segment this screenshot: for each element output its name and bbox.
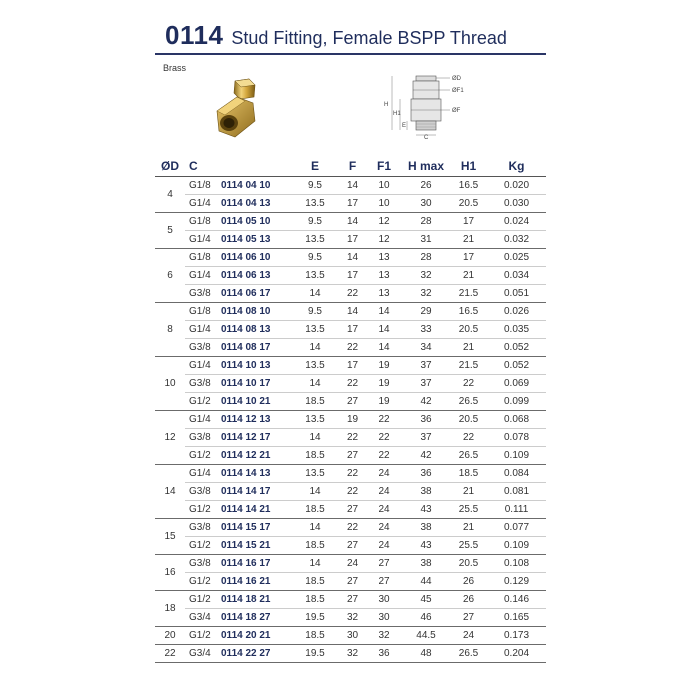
label-od: ØD — [452, 76, 461, 82]
hmax-cell: 30 — [402, 195, 450, 213]
table-row — [155, 519, 546, 537]
f-cell: 14 — [339, 213, 366, 231]
part-cell: 0114 08 13 — [221, 321, 291, 339]
e-cell: 9.5 — [291, 177, 339, 195]
product-title: Stud Fitting, Female BSPP Thread — [231, 28, 507, 48]
col-od-header: ØD — [155, 156, 185, 177]
e-cell: 18.5 — [291, 627, 339, 645]
c-cell: G1/2 — [185, 627, 221, 645]
od-cell: 10 — [155, 357, 185, 411]
part-cell: 0114 06 17 — [221, 285, 291, 303]
table-row — [155, 555, 546, 573]
f-cell: 19 — [339, 411, 366, 429]
hmax-cell: 28 — [402, 249, 450, 267]
f-cell: 27 — [339, 573, 366, 591]
h1-cell: 26.5 — [450, 645, 487, 663]
material-label: Brass — [163, 63, 187, 73]
od-cell: 5 — [155, 213, 185, 249]
table-row — [155, 609, 546, 627]
f-cell: 14 — [339, 303, 366, 321]
h1-cell: 20.5 — [450, 555, 487, 573]
h1-cell: 26 — [450, 591, 487, 609]
kg-cell: 0.024 — [487, 213, 546, 231]
table-row — [155, 357, 546, 375]
c-cell: G1/4 — [185, 465, 221, 483]
c-cell: G1/2 — [185, 591, 221, 609]
e-cell: 14 — [291, 483, 339, 501]
hmax-cell: 29 — [402, 303, 450, 321]
f1-cell: 13 — [366, 285, 402, 303]
f1-cell: 24 — [366, 519, 402, 537]
table-row — [155, 627, 546, 645]
f-cell: 27 — [339, 537, 366, 555]
kg-cell: 0.052 — [487, 357, 546, 375]
kg-cell: 0.165 — [487, 609, 546, 627]
f1-cell: 12 — [366, 231, 402, 249]
c-cell: G3/8 — [185, 483, 221, 501]
table-row — [155, 195, 546, 213]
kg-cell: 0.032 — [487, 231, 546, 249]
f1-cell: 19 — [366, 357, 402, 375]
e-cell: 18.5 — [291, 537, 339, 555]
part-cell: 0114 16 17 — [221, 555, 291, 573]
hmax-cell: 38 — [402, 519, 450, 537]
c-cell: G1/2 — [185, 501, 221, 519]
kg-cell: 0.109 — [487, 447, 546, 465]
f1-cell: 10 — [366, 195, 402, 213]
c-cell: G1/2 — [185, 447, 221, 465]
h1-cell: 17 — [450, 213, 487, 231]
part-cell: 0114 08 10 — [221, 303, 291, 321]
col-c-header: C — [185, 156, 221, 177]
c-cell: G3/8 — [185, 555, 221, 573]
c-cell: G3/8 — [185, 519, 221, 537]
f-cell: 22 — [339, 519, 366, 537]
e-cell: 9.5 — [291, 303, 339, 321]
e-cell: 13.5 — [291, 195, 339, 213]
h1-cell: 22 — [450, 375, 487, 393]
table-row — [155, 285, 546, 303]
od-cell: 15 — [155, 519, 185, 555]
table-row — [155, 483, 546, 501]
h1-cell: 21.5 — [450, 285, 487, 303]
f-cell: 14 — [339, 177, 366, 195]
col-kg-header: Kg — [487, 156, 546, 177]
kg-cell: 0.069 — [487, 375, 546, 393]
h1-cell: 27 — [450, 609, 487, 627]
table-row — [155, 375, 546, 393]
part-cell: 0114 06 13 — [221, 267, 291, 285]
kg-cell: 0.026 — [487, 303, 546, 321]
h1-cell: 21 — [450, 267, 487, 285]
f1-cell: 24 — [366, 501, 402, 519]
hmax-cell: 44 — [402, 573, 450, 591]
f1-cell: 36 — [366, 645, 402, 663]
c-cell: G1/4 — [185, 357, 221, 375]
f1-cell: 13 — [366, 249, 402, 267]
hmax-cell: 44.5 — [402, 627, 450, 645]
dimension-diagram — [380, 70, 490, 140]
hmax-cell: 38 — [402, 555, 450, 573]
od-cell: 18 — [155, 591, 185, 627]
e-cell: 18.5 — [291, 573, 339, 591]
f1-cell: 30 — [366, 609, 402, 627]
part-cell: 0114 12 13 — [221, 411, 291, 429]
label-f1: ØF1 — [452, 88, 464, 94]
e-cell: 14 — [291, 429, 339, 447]
table-row — [155, 393, 546, 411]
table-row — [155, 537, 546, 555]
c-cell: G1/4 — [185, 411, 221, 429]
table-row — [155, 267, 546, 285]
h1-cell: 20.5 — [450, 195, 487, 213]
part-cell: 0114 10 13 — [221, 357, 291, 375]
c-cell: G3/8 — [185, 285, 221, 303]
hmax-cell: 45 — [402, 591, 450, 609]
table-row — [155, 645, 546, 663]
col-f-header: F — [339, 156, 366, 177]
part-cell: 0114 12 17 — [221, 429, 291, 447]
f-cell: 32 — [339, 645, 366, 663]
label-h1: H1 — [393, 111, 401, 117]
f-cell: 14 — [339, 249, 366, 267]
h1-cell: 16.5 — [450, 303, 487, 321]
f-cell: 30 — [339, 627, 366, 645]
part-cell: 0114 16 21 — [221, 573, 291, 591]
f1-cell: 14 — [366, 339, 402, 357]
f1-cell: 13 — [366, 267, 402, 285]
e-cell: 19.5 — [291, 645, 339, 663]
h1-cell: 17 — [450, 249, 487, 267]
col-part-header — [221, 156, 291, 177]
fitting-photo — [205, 75, 280, 150]
part-cell: 0114 05 13 — [221, 231, 291, 249]
e-cell: 13.5 — [291, 231, 339, 249]
page-title — [165, 20, 507, 50]
f-cell: 22 — [339, 375, 366, 393]
hmax-cell: 37 — [402, 429, 450, 447]
h1-cell: 26.5 — [450, 447, 487, 465]
c-cell: G1/4 — [185, 195, 221, 213]
table-header — [155, 156, 546, 177]
e-cell: 13.5 — [291, 267, 339, 285]
hmax-cell: 42 — [402, 447, 450, 465]
kg-cell: 0.035 — [487, 321, 546, 339]
label-c: C — [424, 135, 429, 140]
od-cell: 14 — [155, 465, 185, 519]
f1-cell: 30 — [366, 591, 402, 609]
hmax-cell: 36 — [402, 465, 450, 483]
c-cell: G1/4 — [185, 267, 221, 285]
part-cell: 0114 04 10 — [221, 177, 291, 195]
od-cell: 22 — [155, 645, 185, 663]
f-cell: 27 — [339, 591, 366, 609]
f1-cell: 32 — [366, 627, 402, 645]
kg-cell: 0.051 — [487, 285, 546, 303]
c-cell: G3/8 — [185, 429, 221, 447]
hmax-cell: 43 — [402, 501, 450, 519]
part-cell: 0114 15 21 — [221, 537, 291, 555]
part-cell: 0114 06 10 — [221, 249, 291, 267]
part-cell: 0114 05 10 — [221, 213, 291, 231]
h1-cell: 20.5 — [450, 321, 487, 339]
table-row — [155, 249, 546, 267]
od-cell: 12 — [155, 411, 185, 465]
h1-cell: 21 — [450, 339, 487, 357]
hmax-cell: 37 — [402, 375, 450, 393]
table-row — [155, 321, 546, 339]
c-cell: G3/4 — [185, 609, 221, 627]
od-cell: 4 — [155, 177, 185, 213]
f-cell: 22 — [339, 339, 366, 357]
part-cell: 0114 08 17 — [221, 339, 291, 357]
table-row — [155, 231, 546, 249]
kg-cell: 0.109 — [487, 537, 546, 555]
c-cell: G1/8 — [185, 249, 221, 267]
e-cell: 9.5 — [291, 213, 339, 231]
e-cell: 14 — [291, 375, 339, 393]
table-row — [155, 411, 546, 429]
f1-cell: 19 — [366, 393, 402, 411]
od-cell: 16 — [155, 555, 185, 591]
f1-cell: 22 — [366, 429, 402, 447]
f1-cell: 22 — [366, 411, 402, 429]
f-cell: 17 — [339, 357, 366, 375]
col-e-header: E — [291, 156, 339, 177]
h1-cell: 25.5 — [450, 537, 487, 555]
kg-cell: 0.020 — [487, 177, 546, 195]
part-cell: 0114 10 21 — [221, 393, 291, 411]
e-cell: 14 — [291, 519, 339, 537]
kg-cell: 0.099 — [487, 393, 546, 411]
f-cell: 22 — [339, 483, 366, 501]
kg-cell: 0.052 — [487, 339, 546, 357]
f-cell: 27 — [339, 501, 366, 519]
c-cell: G1/8 — [185, 303, 221, 321]
table-row — [155, 177, 546, 195]
od-cell: 8 — [155, 303, 185, 357]
label-e: E — [402, 123, 407, 129]
e-cell: 18.5 — [291, 393, 339, 411]
od-cell: 20 — [155, 627, 185, 645]
f-cell: 17 — [339, 267, 366, 285]
f1-cell: 10 — [366, 177, 402, 195]
table-row — [155, 303, 546, 321]
hmax-cell: 26 — [402, 177, 450, 195]
part-cell: 0114 14 13 — [221, 465, 291, 483]
e-cell: 18.5 — [291, 591, 339, 609]
hmax-cell: 28 — [402, 213, 450, 231]
hmax-cell: 32 — [402, 267, 450, 285]
hmax-cell: 32 — [402, 285, 450, 303]
c-cell: G3/8 — [185, 375, 221, 393]
f-cell: 27 — [339, 447, 366, 465]
kg-cell: 0.111 — [487, 501, 546, 519]
h1-cell: 21 — [450, 483, 487, 501]
c-cell: G1/4 — [185, 231, 221, 249]
kg-cell: 0.025 — [487, 249, 546, 267]
h1-cell: 26.5 — [450, 393, 487, 411]
kg-cell: 0.108 — [487, 555, 546, 573]
e-cell: 14 — [291, 339, 339, 357]
kg-cell: 0.078 — [487, 429, 546, 447]
e-cell: 13.5 — [291, 357, 339, 375]
c-cell: G1/2 — [185, 393, 221, 411]
h1-cell: 22 — [450, 429, 487, 447]
kg-cell: 0.030 — [487, 195, 546, 213]
kg-cell: 0.068 — [487, 411, 546, 429]
kg-cell: 0.077 — [487, 519, 546, 537]
part-cell: 0114 18 27 — [221, 609, 291, 627]
part-cell: 0114 12 21 — [221, 447, 291, 465]
f1-cell: 14 — [366, 303, 402, 321]
e-cell: 18.5 — [291, 501, 339, 519]
part-cell: 0114 14 21 — [221, 501, 291, 519]
e-cell: 13.5 — [291, 321, 339, 339]
kg-cell: 0.081 — [487, 483, 546, 501]
table-row — [155, 465, 546, 483]
e-cell: 13.5 — [291, 411, 339, 429]
c-cell: G1/2 — [185, 573, 221, 591]
label-h: H — [384, 102, 389, 108]
h1-cell: 21 — [450, 231, 487, 249]
h1-cell: 16.5 — [450, 177, 487, 195]
c-cell: G1/8 — [185, 213, 221, 231]
h1-cell: 24 — [450, 627, 487, 645]
f-cell: 27 — [339, 393, 366, 411]
h1-cell: 20.5 — [450, 411, 487, 429]
h1-cell: 21 — [450, 519, 487, 537]
c-cell: G1/4 — [185, 321, 221, 339]
part-cell: 0114 10 17 — [221, 375, 291, 393]
table-row — [155, 447, 546, 465]
od-cell: 6 — [155, 249, 185, 303]
f1-cell: 19 — [366, 375, 402, 393]
col-hmax-header: H max — [402, 156, 450, 177]
h1-cell: 21.5 — [450, 357, 487, 375]
c-cell: G3/4 — [185, 645, 221, 663]
table-row — [155, 573, 546, 591]
e-cell: 18.5 — [291, 447, 339, 465]
c-cell: G1/8 — [185, 177, 221, 195]
label-f: ØF — [452, 108, 461, 114]
table-row — [155, 213, 546, 231]
e-cell: 13.5 — [291, 465, 339, 483]
c-cell: G3/8 — [185, 339, 221, 357]
f-cell: 22 — [339, 429, 366, 447]
f1-cell: 22 — [366, 447, 402, 465]
table-row — [155, 501, 546, 519]
h1-cell: 18.5 — [450, 465, 487, 483]
kg-cell: 0.173 — [487, 627, 546, 645]
kg-cell: 0.146 — [487, 591, 546, 609]
hmax-cell: 46 — [402, 609, 450, 627]
f1-cell: 27 — [366, 555, 402, 573]
f-cell: 22 — [339, 285, 366, 303]
e-cell: 14 — [291, 555, 339, 573]
f1-cell: 24 — [366, 483, 402, 501]
f-cell: 22 — [339, 465, 366, 483]
h1-cell: 26 — [450, 573, 487, 591]
f-cell: 17 — [339, 321, 366, 339]
part-cell: 0114 22 27 — [221, 645, 291, 663]
hmax-cell: 38 — [402, 483, 450, 501]
kg-cell: 0.034 — [487, 267, 546, 285]
product-code: 0114 — [165, 20, 224, 50]
part-cell: 0114 20 21 — [221, 627, 291, 645]
f1-cell: 14 — [366, 321, 402, 339]
c-cell: G1/2 — [185, 537, 221, 555]
kg-cell: 0.129 — [487, 573, 546, 591]
table-row — [155, 339, 546, 357]
hmax-cell: 37 — [402, 357, 450, 375]
hmax-cell: 31 — [402, 231, 450, 249]
h1-cell: 25.5 — [450, 501, 487, 519]
kg-cell: 0.084 — [487, 465, 546, 483]
hmax-cell: 33 — [402, 321, 450, 339]
part-cell: 0114 14 17 — [221, 483, 291, 501]
hmax-cell: 34 — [402, 339, 450, 357]
hmax-cell: 43 — [402, 537, 450, 555]
title-divider — [155, 53, 546, 55]
hmax-cell: 48 — [402, 645, 450, 663]
part-cell: 0114 18 21 — [221, 591, 291, 609]
f-cell: 17 — [339, 195, 366, 213]
f-cell: 17 — [339, 231, 366, 249]
f1-cell: 24 — [366, 537, 402, 555]
part-cell: 0114 04 13 — [221, 195, 291, 213]
table-row — [155, 591, 546, 609]
f1-cell: 12 — [366, 213, 402, 231]
kg-cell: 0.204 — [487, 645, 546, 663]
part-cell: 0114 15 17 — [221, 519, 291, 537]
hmax-cell: 36 — [402, 411, 450, 429]
hmax-cell: 42 — [402, 393, 450, 411]
dimensions-table — [155, 156, 546, 663]
e-cell: 14 — [291, 285, 339, 303]
f1-cell: 24 — [366, 465, 402, 483]
f1-cell: 27 — [366, 573, 402, 591]
f-cell: 24 — [339, 555, 366, 573]
col-f1-header: F1 — [366, 156, 402, 177]
e-cell: 19.5 — [291, 609, 339, 627]
col-h1-header: H1 — [450, 156, 487, 177]
f-cell: 32 — [339, 609, 366, 627]
table-row — [155, 429, 546, 447]
e-cell: 9.5 — [291, 249, 339, 267]
